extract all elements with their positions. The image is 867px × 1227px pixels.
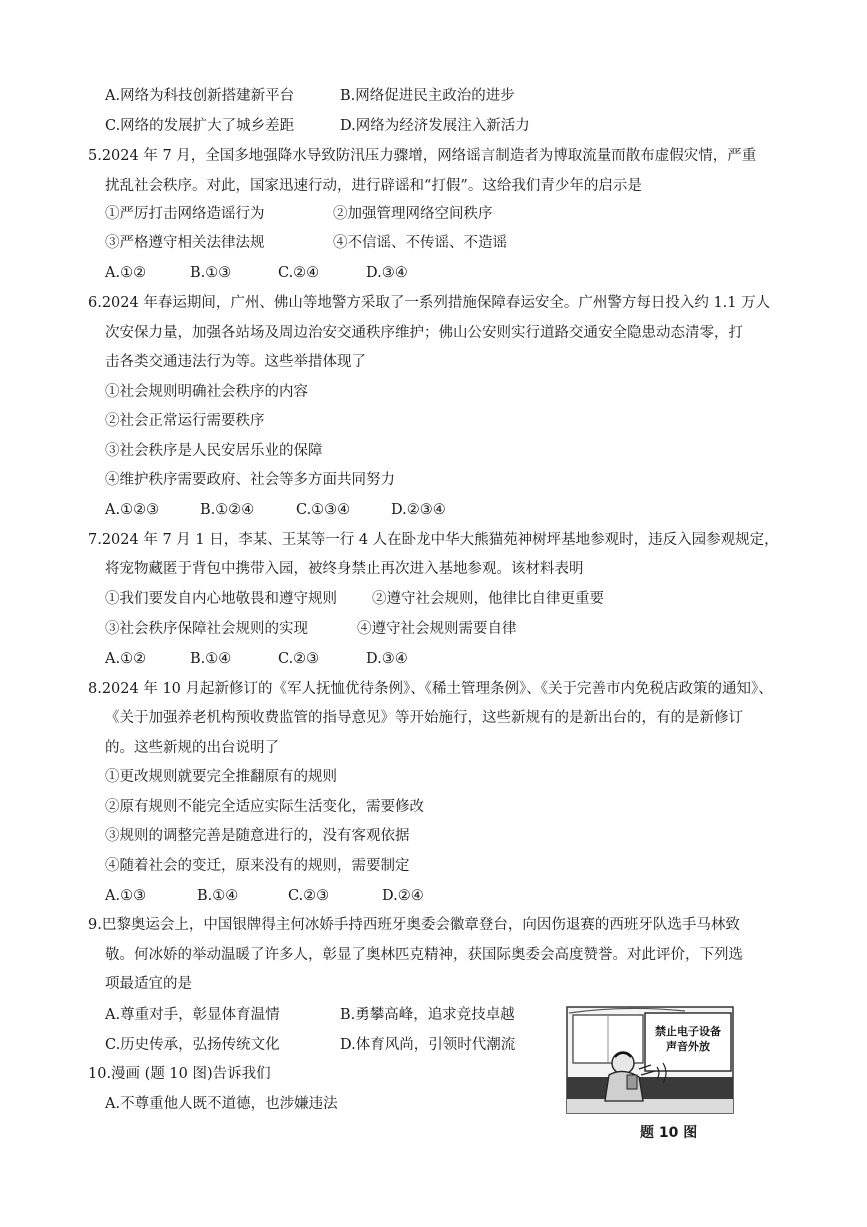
q6-statement-3: ③社会秩序是人民安居乐业的保障 xyxy=(105,443,323,459)
q8-option-c: C.②③ xyxy=(288,888,330,904)
q8-stem-line-2: 《关于加强养老机构预收费监管的指导意见》等开始施行，这些新规有的是新出台的，有的是新修订 xyxy=(105,710,743,726)
q7-statement-1: ①我们要发自内心地敬畏和遵守规则 xyxy=(105,591,337,607)
q7-option-a: A.①② xyxy=(105,651,147,667)
q10-option-a: A.不尊重他人既不道德，也涉嫌违法 xyxy=(105,1096,338,1112)
q5-stem-line-2: 扰乱社会秩序。对此，国家迅速行动，进行辟谣和“打假”。这给我们青少年的启示是 xyxy=(105,178,642,194)
q10-stem: 10.漫画 (题 10 图)告诉我们 xyxy=(88,1066,271,1082)
cartoon-figure xyxy=(565,1005,735,1115)
sign-line-1: 禁止电子设备 xyxy=(655,1025,721,1038)
q9-option-d: D.体育风尚，引领时代潮流 xyxy=(340,1037,516,1053)
figure-caption: 题 10 图 xyxy=(640,1125,698,1141)
q7-option-c: C.②③ xyxy=(278,651,320,667)
q9-stem-line-1: 9.巴黎奥运会上，中国银牌得主何冰娇手持西班牙奥委会徽章登台，向因伤退赛的西班牙队选手马林致 xyxy=(88,917,740,933)
q9-stem-line-3: 项最适宜的是 xyxy=(105,976,192,992)
q6-statement-4: ④维护秩序需要政府、社会等多方面共同努力 xyxy=(105,472,395,488)
q8-statement-1: ①更改规则就要完全推翻原有的规则 xyxy=(105,769,337,785)
q7-statement-2: ②遵守社会规则，他律比自律更重要 xyxy=(372,591,604,607)
q9-option-a: A.尊重对手，彰显体育温情 xyxy=(105,1007,280,1023)
q9-stem-line-2: 敬。何冰娇的举动温暖了许多人，彰显了奥林匹克精神，获国际奥委会高度赞誉。对此评价，下列选 xyxy=(105,947,743,963)
q5-statement-2: ②加强管理网络空间秩序 xyxy=(333,206,493,222)
q6-option-c: C.①③④ xyxy=(296,502,351,518)
q8-option-b: B.①④ xyxy=(197,888,239,904)
q4-option-a: A.网络为科技创新搭建新平台 xyxy=(105,88,295,104)
q5-option-c: C.②④ xyxy=(278,265,320,281)
sign-line-2: 声音外放 xyxy=(666,1040,710,1053)
q6-statement-1: ①社会规则明确社会秩序的内容 xyxy=(105,384,308,400)
q5-statement-1: ①严厉打击网络造谣行为 xyxy=(105,206,265,222)
q6-statement-2: ②社会正常运行需要秩序 xyxy=(105,413,265,429)
q5-option-d: D.③④ xyxy=(366,265,408,281)
q7-statement-3: ③社会秩序保障社会规则的实现 xyxy=(105,621,308,637)
q4-option-d: D.网络为经济发展注入新活力 xyxy=(340,118,530,134)
q4-option-b: B.网络促进民主政治的进步 xyxy=(340,88,515,104)
q7-option-b: B.①④ xyxy=(190,651,232,667)
q8-stem-line-1: 8.2024 年 10 月起新修订的《军人抚恤优待条例》、《稀土管理条例》、《关于完善市内免税店政策的通知》、 xyxy=(88,681,773,697)
q5-option-b: B.①③ xyxy=(190,265,232,281)
q7-option-d: D.③④ xyxy=(366,651,408,667)
q8-statement-3: ③规则的调整完善是随意进行的，没有客观依据 xyxy=(105,828,410,844)
q6-option-a: A.①②③ xyxy=(105,502,160,518)
q6-stem-line-1: 6.2024 年春运期间，广州、佛山等地警方采取了一系列措施保障春运安全。广州警方每日投入约 1.1 万人 xyxy=(88,295,771,311)
q6-option-b: B.①②④ xyxy=(200,502,255,518)
q8-option-a: A.①③ xyxy=(105,888,147,904)
q6-stem-line-3: 击各类交通违法行为等。这些举措体现了 xyxy=(105,354,366,370)
q8-stem-line-3: 的。这些新规的出台说明了 xyxy=(105,740,279,756)
q7-stem-line-2: 将宠物藏匿于背包中携带入园，被终身禁止再次进入基地参观。该材料表明 xyxy=(105,561,584,577)
q5-statement-4: ④不信谣、不传谣、不造谣 xyxy=(333,235,507,251)
q7-stem-line-1: 7.2024 年 7 月 1 日，李某、王某等一行 4 人在卧龙中华大熊猫苑神树坪基地参观时，违反入园参观规定， xyxy=(88,532,779,548)
q9-option-b: B.勇攀高峰，追求竞技卓越 xyxy=(340,1007,515,1023)
q8-option-d: D.②④ xyxy=(382,888,424,904)
q5-stem-line-1: 5.2024 年 7 月，全国多地强降水导致防汛压力骤增，网络谣言制造者为博取流量而散布虚假灾情，严重 xyxy=(88,148,757,164)
q8-statement-4: ④随着社会的变迁，原来没有的规则，需要制定 xyxy=(105,858,410,874)
q5-statement-3: ③严格遵守相关法律法规 xyxy=(105,235,265,251)
cartoon-illustration xyxy=(565,1005,735,1115)
q7-statement-4: ④遵守社会规则需要自律 xyxy=(357,621,517,637)
q6-option-d: D.②③④ xyxy=(391,502,446,518)
q6-stem-line-2: 次安保力量，加强各站场及周边治安交通秩序维护；佛山公安则实行道路交通安全隐患动态清零，打 xyxy=(105,325,743,341)
q4-option-c: C.网络的发展扩大了城乡差距 xyxy=(105,118,295,134)
q9-option-c: C.历史传承，弘扬传统文化 xyxy=(105,1037,280,1053)
q8-statement-2: ②原有规则不能完全适应实际生活变化，需要修改 xyxy=(105,799,424,815)
q5-option-a: A.①② xyxy=(105,265,147,281)
